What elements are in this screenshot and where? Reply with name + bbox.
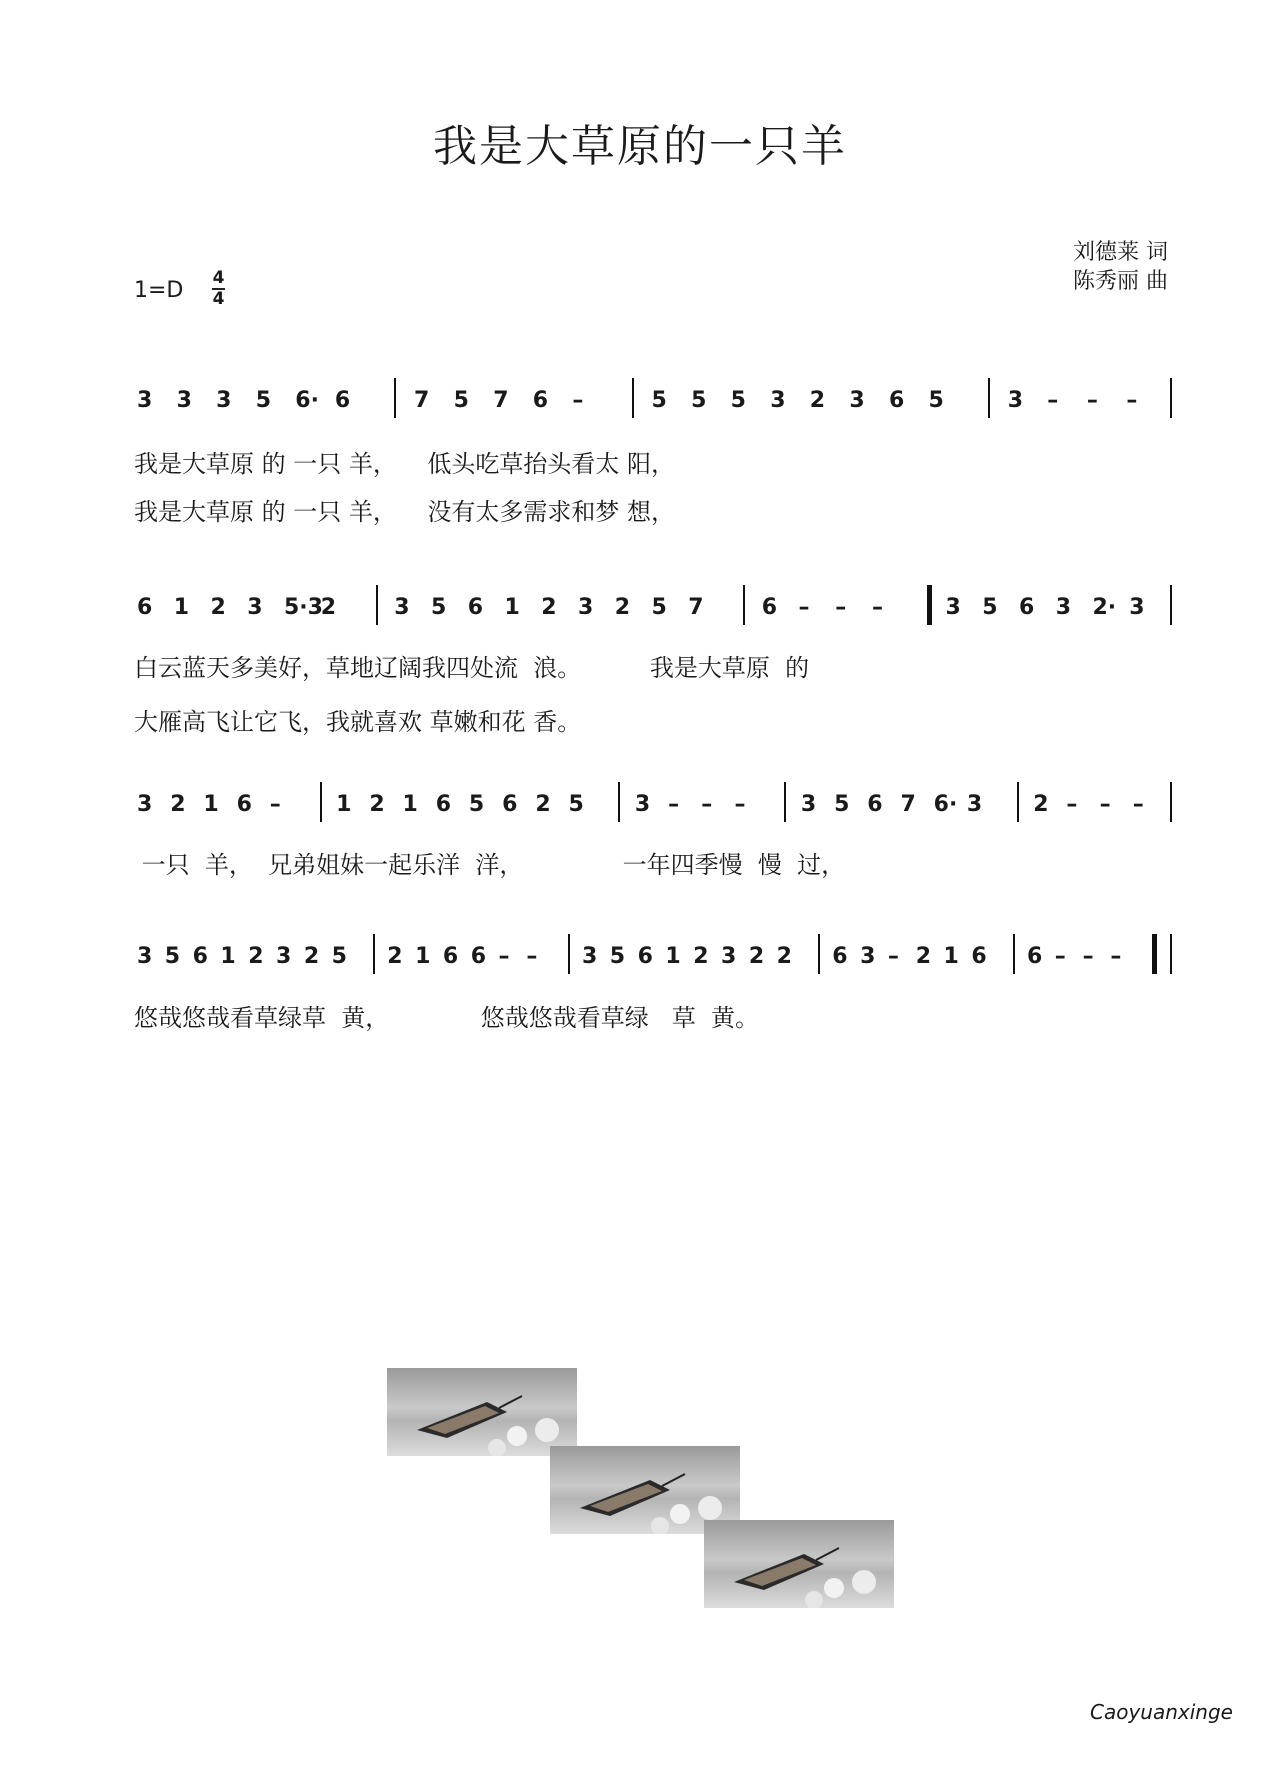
note: 6	[1019, 595, 1035, 620]
note: 5	[730, 388, 746, 413]
note: 6	[888, 388, 905, 413]
note: 2	[614, 595, 631, 620]
dash: –	[1066, 792, 1078, 817]
note: 3	[137, 944, 153, 969]
note: 7	[493, 388, 509, 413]
note: 5	[468, 792, 485, 817]
barline	[568, 934, 570, 974]
barline	[394, 378, 396, 418]
barline	[632, 378, 634, 418]
dash: –	[701, 792, 713, 817]
note: 3	[137, 388, 153, 413]
barline	[988, 378, 990, 418]
time-signature	[212, 270, 225, 308]
dash: –	[734, 792, 746, 817]
note: 6	[637, 944, 653, 969]
note: 6	[971, 944, 987, 969]
note: 1	[336, 792, 352, 817]
barline	[376, 585, 378, 625]
note: 3	[721, 944, 737, 969]
note: 1	[203, 792, 219, 817]
note: 5	[453, 388, 469, 413]
note: 3	[247, 595, 263, 620]
note: 1	[415, 944, 431, 969]
song-title: 我是大草原的一只羊	[433, 121, 847, 172]
lyrics-line: 白云蓝天多美好，草地辽阔我四处流 浪。 我是大草原 的	[134, 654, 810, 682]
watermark: Caoyuanxinge	[1090, 1700, 1233, 1724]
dash: –	[1110, 944, 1122, 969]
dash: –	[668, 792, 680, 817]
note: 1	[504, 595, 520, 620]
note: 3	[394, 595, 410, 620]
lyricist: 刘德莱 词	[1073, 240, 1168, 265]
lyrics-line: 我是大草原 的 一只 羊， 低头吃草抬头看太 阳，	[134, 450, 676, 478]
note: 7	[414, 388, 430, 413]
barline	[320, 782, 322, 822]
note: 5	[834, 792, 850, 817]
note: 1	[665, 944, 681, 969]
note: 3	[860, 944, 876, 969]
dash: –	[1132, 792, 1144, 817]
barline	[1170, 378, 1172, 418]
note: 7	[688, 595, 704, 620]
dash: –	[1126, 388, 1138, 413]
note: 2	[535, 792, 551, 817]
note: 2	[915, 944, 931, 969]
dash: –	[835, 595, 847, 620]
note: 5·3	[284, 595, 323, 620]
note: 3	[137, 792, 153, 817]
barline	[1170, 782, 1172, 822]
barline	[373, 934, 375, 974]
note: 2	[776, 944, 792, 969]
note: 7	[900, 792, 916, 817]
dash: –	[887, 944, 899, 969]
dash: –	[798, 595, 810, 620]
note: 3	[1055, 595, 1072, 620]
note: 6	[236, 792, 252, 817]
dash: –	[498, 944, 510, 969]
note: 5	[331, 944, 347, 969]
note: 2·	[1092, 595, 1117, 620]
lyrics-line: 悠哉悠哉看草绿草 黄， 悠哉悠哉看草绿 草 黄。	[134, 1004, 759, 1032]
note: 5	[982, 595, 998, 620]
note: 6·	[295, 388, 319, 413]
note: 6	[442, 944, 459, 969]
note: 3	[581, 944, 598, 969]
note: 5	[568, 792, 584, 817]
barline	[1170, 934, 1172, 974]
dash: –	[269, 792, 281, 817]
note: 3	[634, 792, 651, 817]
note: 3	[770, 388, 786, 413]
credits	[1073, 238, 1168, 296]
note: 3	[966, 792, 983, 817]
note: 2	[1033, 792, 1049, 817]
note: 6	[470, 944, 487, 969]
note: 2	[693, 944, 709, 969]
time-signature-bottom: 4	[212, 289, 225, 309]
note: 3	[276, 944, 292, 969]
dash: –	[572, 388, 584, 413]
butterfly-image	[704, 1520, 894, 1608]
note: 3	[176, 388, 192, 413]
note: 2	[303, 944, 320, 969]
barline	[784, 782, 786, 822]
butterfly-image	[387, 1368, 577, 1456]
note: 6	[137, 595, 153, 620]
note: 1	[402, 792, 418, 817]
note: 5	[164, 944, 181, 969]
note: 2	[748, 944, 765, 969]
note: 3	[849, 388, 865, 413]
note: 3	[1129, 595, 1145, 620]
note: 5	[928, 388, 944, 413]
note: 2	[541, 595, 557, 620]
note: 1	[220, 944, 236, 969]
note: 6	[502, 792, 518, 817]
lyrics-line: 大雁高飞让它飞，我就喜欢 草嫩和花 香。	[134, 708, 582, 736]
barline	[618, 782, 620, 822]
dash: –	[526, 944, 538, 969]
dash: –	[1082, 944, 1094, 969]
lyrics-line: 我是大草原 的 一只 羊， 没有太多需求和梦 想，	[134, 498, 676, 526]
note: 3	[1007, 388, 1023, 413]
note: 6	[192, 944, 208, 969]
lyrics-line: 一只 羊， 兄弟姐妹一起乐洋 洋， 一年四季慢 慢 过，	[134, 851, 846, 879]
barline	[1170, 585, 1172, 625]
final-barline	[927, 585, 932, 625]
note: 2	[320, 595, 337, 620]
note: 6	[532, 388, 549, 413]
note: 1	[173, 595, 190, 620]
note: 2	[387, 944, 403, 969]
note: 6	[334, 388, 351, 413]
note: 3	[578, 595, 594, 620]
note: 6	[867, 792, 883, 817]
barline	[818, 934, 820, 974]
key-signature: 1=D	[134, 278, 184, 303]
note: 6	[467, 595, 484, 620]
note: 5	[651, 595, 667, 620]
note: 2	[248, 944, 264, 969]
dash: –	[872, 595, 883, 620]
note: 3	[945, 595, 961, 620]
note: 2	[369, 792, 385, 817]
note: 5	[651, 388, 667, 413]
note: 6	[435, 792, 452, 817]
note: 3	[800, 792, 817, 817]
note: 6	[832, 944, 848, 969]
note: 3	[216, 388, 232, 413]
dash: –	[1054, 944, 1066, 969]
note: 6	[1026, 944, 1043, 969]
note: 2	[809, 388, 826, 413]
composer: 陈秀丽 曲	[1073, 269, 1168, 294]
note: 5	[609, 944, 626, 969]
note: 2	[170, 792, 186, 817]
time-signature-top: 4	[212, 268, 225, 288]
note: 5	[431, 595, 447, 620]
barline	[743, 585, 745, 625]
dash: –	[1099, 792, 1111, 817]
barline	[1017, 782, 1019, 822]
dash: –	[1047, 388, 1059, 413]
barline	[1013, 934, 1015, 974]
note: 5	[691, 388, 707, 413]
dash: –	[1086, 388, 1098, 413]
final-barline	[1152, 934, 1157, 974]
note: 2	[210, 595, 226, 620]
note: 5	[255, 388, 272, 413]
note: 1	[943, 944, 959, 969]
note: 6·	[933, 792, 958, 817]
note: 6	[761, 595, 778, 620]
